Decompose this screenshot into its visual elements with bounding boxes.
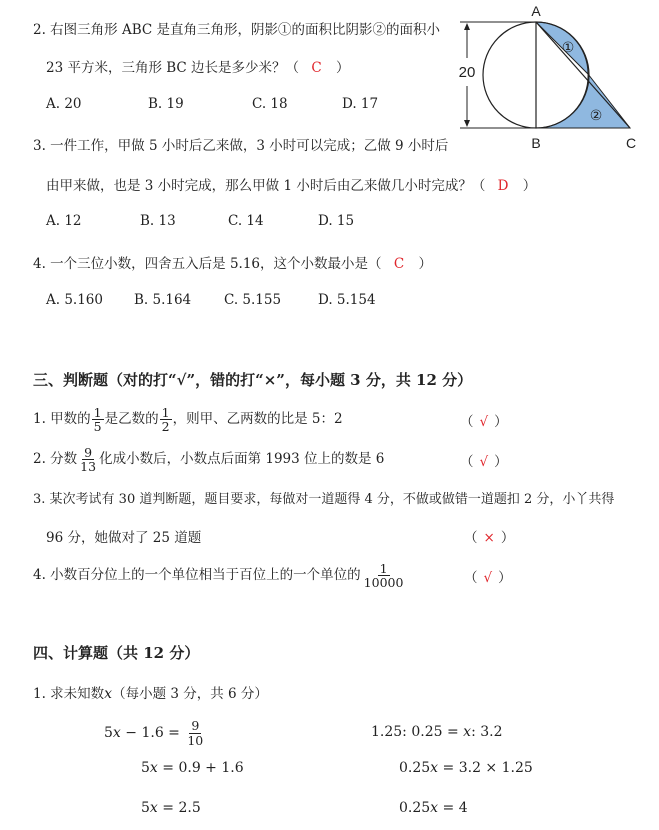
label-b: B <box>531 135 541 151</box>
q3-option-c: C. 14 <box>228 213 264 229</box>
judge-2 <box>33 442 384 476</box>
judge-1-answer: √ <box>479 414 489 430</box>
frac-num: 1 <box>161 404 170 420</box>
q3-line2 <box>46 174 536 194</box>
frac-num: 9 <box>191 718 200 734</box>
frac-num: 9 <box>84 444 93 460</box>
q2-line2 <box>46 56 350 76</box>
triangle-circle-figure <box>440 0 659 160</box>
label-shade-2: ② <box>589 107 603 123</box>
eq-term: : 3.2 <box>471 724 503 740</box>
judge-4-answer: √ <box>483 570 493 586</box>
section3-title: 三、判断题（对的打“√”，错的打“×”，每小题 3 分，共 12 分） <box>33 371 473 389</box>
q4-option-c: C. 5.155 <box>224 292 282 308</box>
eq-term: 5 <box>141 800 150 816</box>
judge-4 <box>33 558 406 592</box>
section4-title: 四、计算题（共 12 分） <box>33 644 200 662</box>
judge-3-answer-box <box>464 526 514 546</box>
eq-term: − 1.6 = <box>120 725 185 741</box>
eq-var: x <box>463 724 472 740</box>
equation-left-1 <box>104 716 206 750</box>
frac-num: 1 <box>93 404 102 420</box>
paren-close: ） <box>500 530 515 546</box>
q4-option-b: B. 5.164 <box>134 292 192 308</box>
eq-term: 0.25 <box>399 800 431 816</box>
judge-2-post: 化成小数后，小数点后面第 1993 位上的数是 6 <box>99 451 385 467</box>
fraction-1-2 <box>160 406 172 433</box>
judge-1-post: ，则甲、乙两数的比是 5：2 <box>172 411 343 427</box>
frac-den: 10000 <box>363 575 404 590</box>
judge-1-answer-box <box>460 410 508 430</box>
judge-1 <box>33 402 343 436</box>
eq-term: 1.25: 0.25 = <box>371 724 464 740</box>
judge-2-pre: 2. 分数 <box>33 451 78 467</box>
shade-region-2 <box>536 74 630 128</box>
eq-term: = 4 <box>438 800 468 816</box>
equation-left-3 <box>141 800 201 816</box>
judge-1-mid: 是乙数的 <box>104 411 159 427</box>
q2-option-b: B. 19 <box>148 96 184 112</box>
q4-option-d: D. 5.154 <box>318 292 376 308</box>
paren-open: （ <box>460 414 474 430</box>
judge-4-answer-box <box>464 566 512 586</box>
judge-1-pre: 1. 甲数的 <box>33 411 91 427</box>
fraction-9-13 <box>78 446 98 473</box>
q4-close: ） <box>418 256 432 272</box>
judge-2-answer-box <box>460 450 508 470</box>
equation-right-3 <box>399 800 468 816</box>
q3-option-a: A. 12 <box>46 213 82 229</box>
label-shade-1: ① <box>561 39 575 55</box>
sub1-pre: 1. 求未知数 <box>33 686 105 702</box>
equation-right-1 <box>371 724 503 740</box>
equation-left-2 <box>141 760 244 776</box>
label-side-20: 20 <box>458 64 476 81</box>
q3-line1: 3. 一件工作，甲做 5 小时后乙来做，3 小时可以完成；乙做 9 小时后 <box>33 138 449 154</box>
eq-term: = 0.9 + 1.6 <box>157 760 244 776</box>
q4-answer: C <box>393 256 405 272</box>
section4-sub1 <box>33 682 268 702</box>
paren-open: （ <box>464 570 478 586</box>
paren-close: ） <box>498 570 512 586</box>
judge-3-answer: × <box>483 530 495 546</box>
fraction-1-5 <box>92 406 104 433</box>
eq-var: x <box>149 800 158 816</box>
paren-open: （ <box>464 530 478 546</box>
q4-line <box>33 252 432 272</box>
eq-term: = 3.2 × 1.25 <box>438 760 533 776</box>
frac-num: 1 <box>379 560 388 576</box>
q2-option-a: A. 20 <box>46 96 82 112</box>
q3-answer: D <box>497 178 509 194</box>
q3-option-d: D. 15 <box>318 213 355 229</box>
judge-3-line2: 96 分，她做对了 25 道题 <box>46 530 202 546</box>
eq-var: x <box>149 760 158 776</box>
frac-den: 13 <box>80 459 97 474</box>
q2-close: ） <box>336 60 350 76</box>
frac-den: 10 <box>187 732 204 748</box>
judge-4-pre: 4. 小数百分位上的一个单位相当于百位上的一个单位的 <box>33 567 361 583</box>
eq-var: x <box>112 725 121 741</box>
q3-close: ） <box>522 178 537 194</box>
q2-option-c: C. 18 <box>252 96 288 112</box>
q4-option-a: A. 5.160 <box>46 292 103 308</box>
eq-term: 0.25 <box>399 760 431 776</box>
judge-2-answer: √ <box>479 454 489 470</box>
label-c: C <box>625 135 637 151</box>
q3-text2: 由甲来做，也是 3 小时完成，那么甲做 1 小时后由乙来做几小时完成？（ <box>46 178 486 194</box>
unknown-variable: x <box>104 686 113 702</box>
q2-text2: 23 平方米，三角形 BC 边长是多少米？（ <box>46 60 300 76</box>
sub1-post: （每小题 3 分，共 6 分） <box>112 686 268 702</box>
paren-close: ） <box>494 414 508 430</box>
label-a: A <box>531 3 541 19</box>
frac-den: 5 <box>93 419 102 434</box>
eq-term: 5 <box>141 760 150 776</box>
eq-var: x <box>430 800 439 816</box>
q2-answer: C <box>311 60 322 76</box>
q3-option-b: B. 13 <box>140 213 176 229</box>
frac-den: 2 <box>161 419 170 434</box>
fraction-1-10000 <box>362 562 406 589</box>
q2-line1: 2. 右图三角形 ABC 是直角三角形，阴影①的面积比阴影②的面积小 <box>33 22 441 38</box>
paren-open: （ <box>460 454 474 470</box>
eq-term: 5 <box>104 725 113 741</box>
q2-option-d: D. 17 <box>342 96 379 112</box>
equation-right-2 <box>399 760 533 776</box>
q4-text: 4. 一个三位小数，四舍五入后是 5.16，这个小数最小是（ <box>33 256 382 272</box>
fraction-9-10 <box>185 719 205 746</box>
eq-term: = 2.5 <box>157 800 201 816</box>
judge-3-line1: 3. 某次考试有 30 道判断题，题目要求，每做对一道题得 4 分，不做或做错一道题扣 2 分，小丫共得 <box>33 492 615 507</box>
eq-var: x <box>430 760 439 776</box>
paren-close: ） <box>494 454 508 470</box>
